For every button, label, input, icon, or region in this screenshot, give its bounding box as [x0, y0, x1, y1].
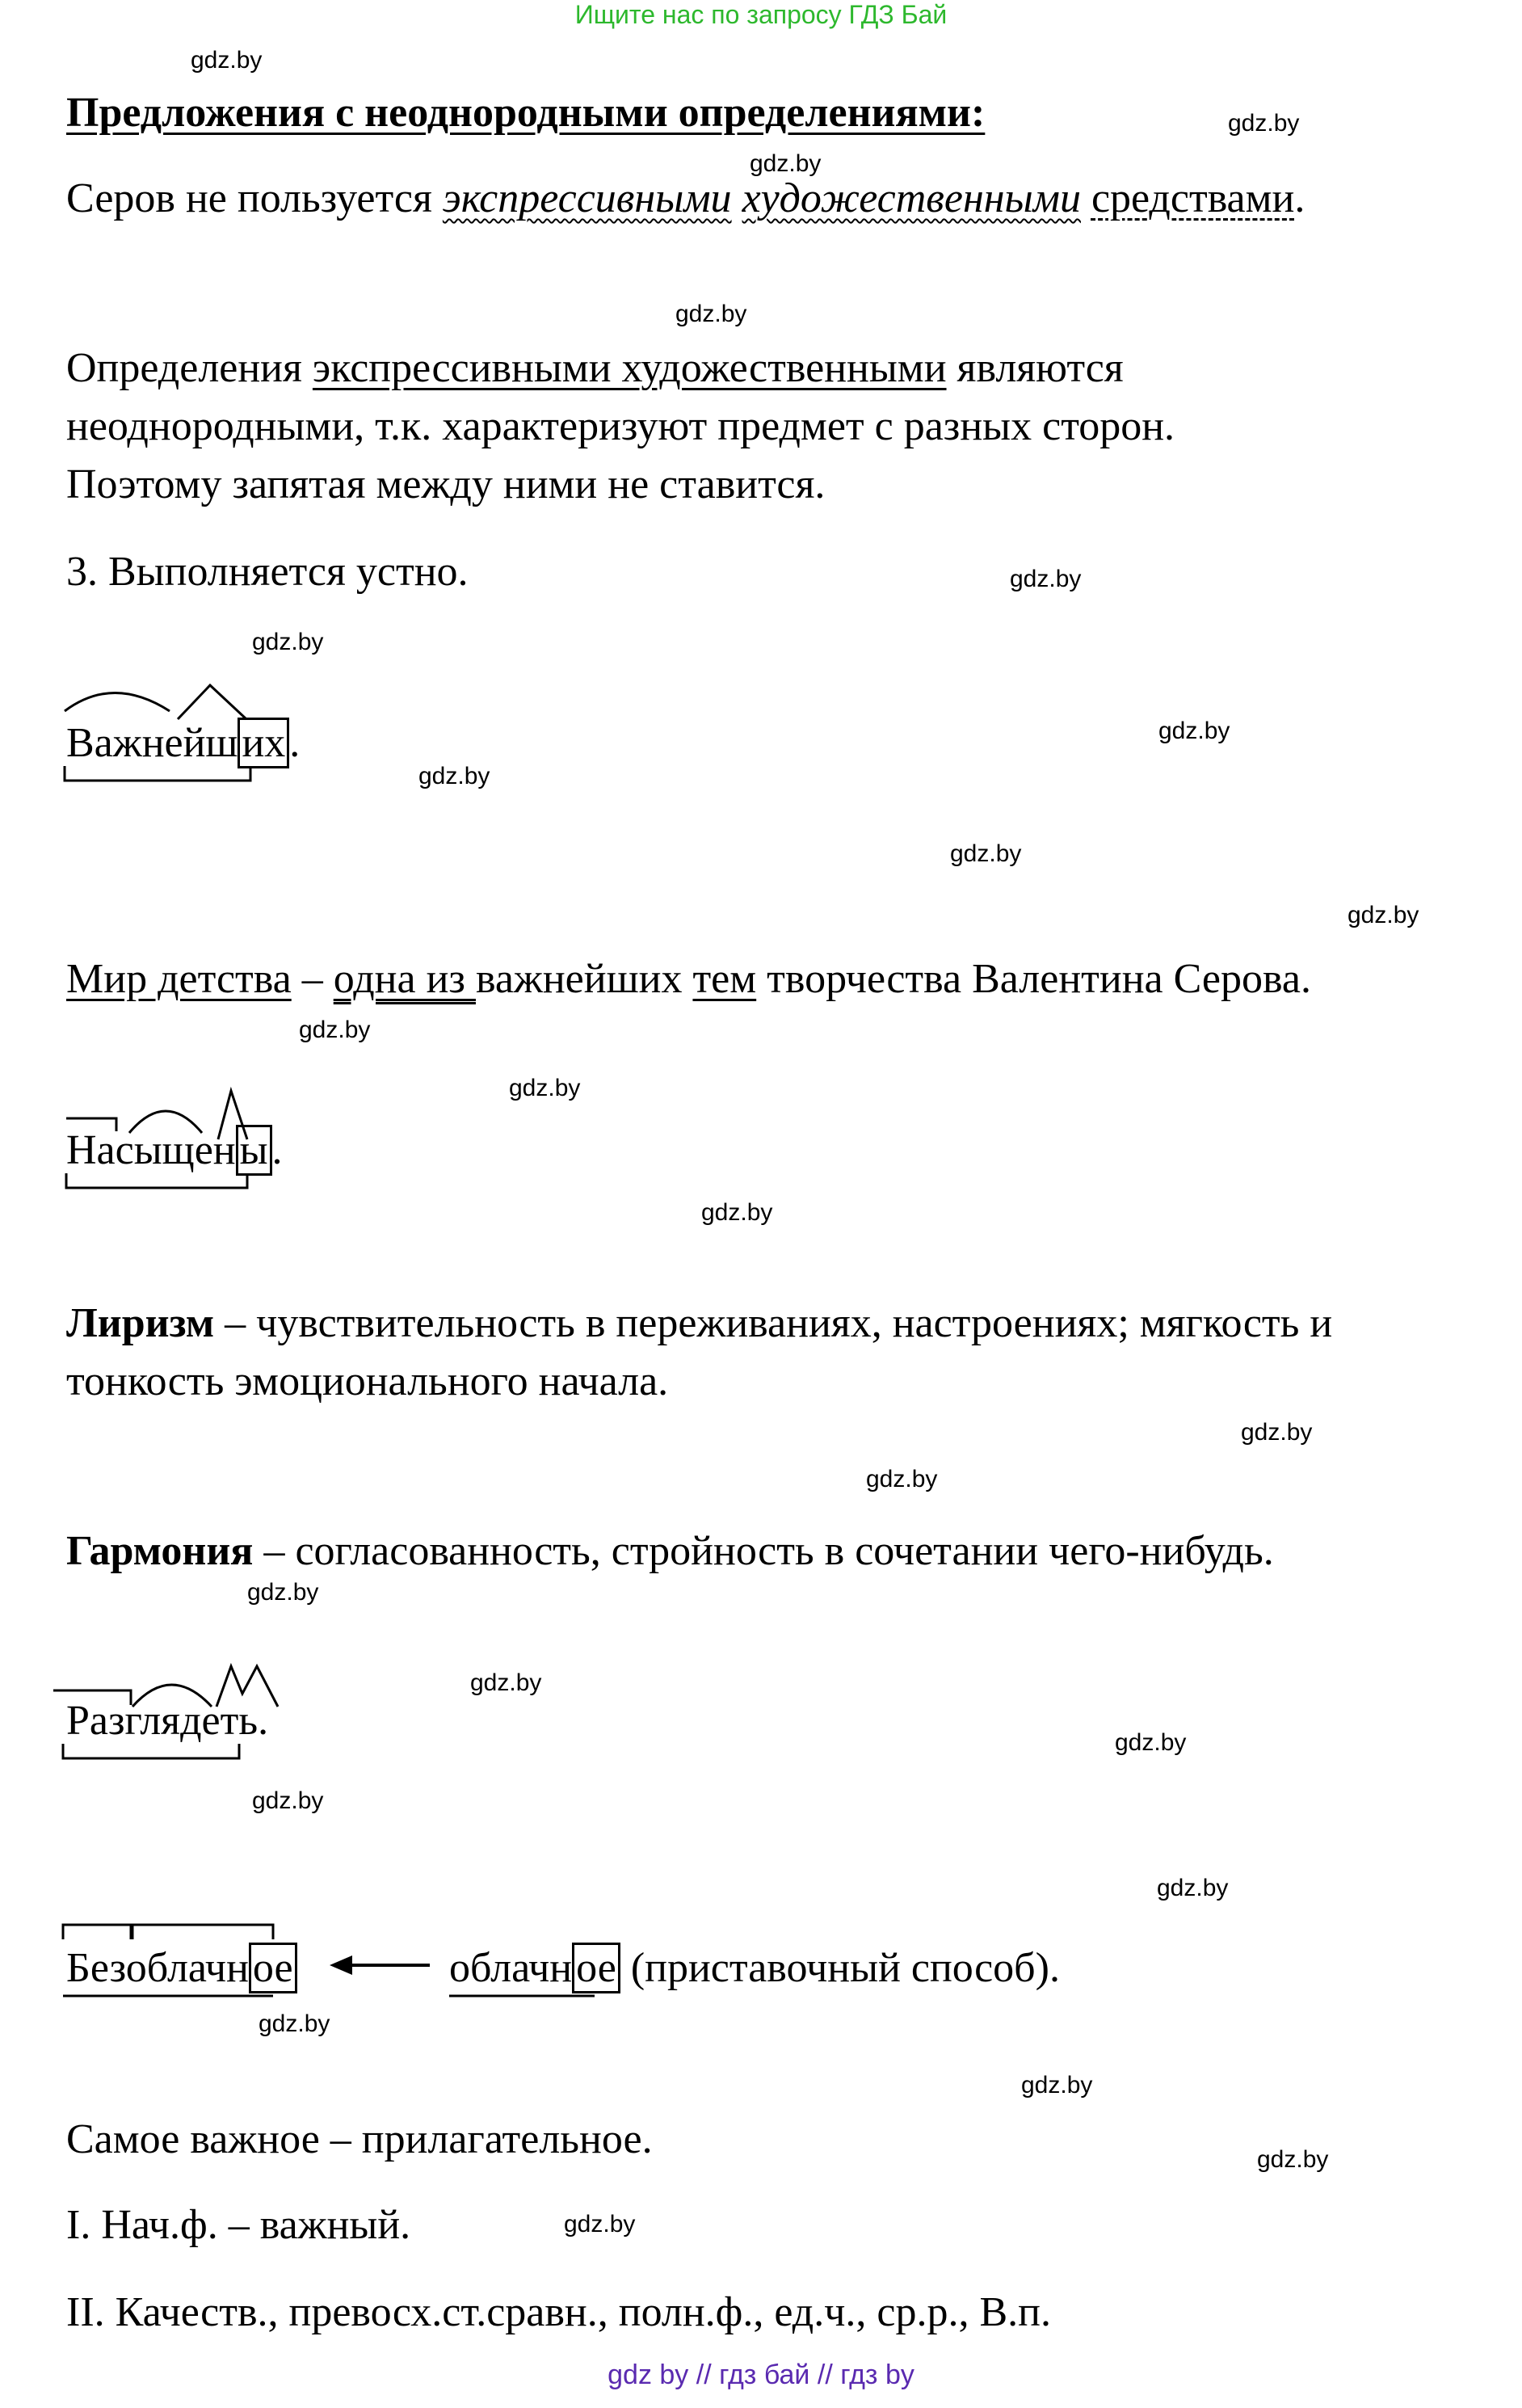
term: Гармония — [66, 1528, 254, 1574]
watermark: gdz.by — [299, 1017, 371, 1043]
watermark: gdz.by — [1257, 2146, 1329, 2173]
watermark: gdz.by — [750, 150, 822, 177]
definition-lirizm-line-2: тонкость эмоционального начала. — [66, 1358, 669, 1404]
word-stem: облачн — [449, 1945, 573, 1991]
attribute-word: экспрессивными — [442, 175, 732, 221]
underlined-attributes: экспрессивными художественными — [312, 345, 947, 391]
watermark: gdz.by — [470, 1669, 542, 1696]
explanation-line-3: Поэтому запятая между ними не ставится. — [66, 461, 826, 507]
watermark: gdz.by — [509, 1075, 581, 1101]
watermark: gdz.by — [1348, 902, 1419, 928]
attribute-word: художественными — [742, 175, 1081, 221]
sentence-text: Серов не пользуется — [66, 175, 443, 221]
subject: Мир детства — [66, 956, 292, 1002]
watermark: gdz.by — [1115, 1729, 1187, 1756]
watermark: gdz.by — [701, 1199, 773, 1226]
watermark: gdz.by — [1021, 2072, 1093, 2099]
watermark: gdz.by — [191, 47, 263, 74]
ending-box: их — [238, 718, 289, 768]
watermark: gdz.by — [675, 301, 747, 327]
watermark: gdz.by — [1158, 718, 1230, 744]
watermark: gdz.by — [950, 840, 1022, 867]
word-formation-bezoblachnoe — [66, 1943, 297, 1994]
definition-text: – чувствительность в переживаниях, настроениях; мягкость и — [214, 1300, 1333, 1346]
period: . — [289, 720, 301, 766]
watermark: gdz.by — [564, 2211, 636, 2238]
text: творчества Валентина Серова. — [756, 956, 1311, 1002]
ending-box: ое — [249, 1943, 297, 1993]
watermark: gdz.by — [1010, 566, 1082, 592]
footer-links[interactable]: gdz by // гдз бай // гдз by — [608, 2360, 914, 2390]
period: . — [271, 1127, 283, 1173]
site-banner[interactable]: Ищите нас по запросу ГДЗ Бай — [574, 0, 948, 29]
analysis-line-2: I. Нач.ф. – важный. — [66, 2202, 411, 2248]
word-stem: Важнейш — [66, 720, 238, 766]
watermark: gdz.by — [1228, 110, 1300, 137]
text: важнейших — [475, 956, 693, 1002]
term: Лиризм — [66, 1300, 215, 1346]
period: . — [1294, 175, 1305, 221]
watermark: gdz.by — [1157, 1875, 1229, 1901]
section-heading: Предложения с неоднородными определениями: — [66, 90, 986, 136]
watermark: gdz.by — [247, 1579, 319, 1606]
underlined-word: тем — [692, 956, 757, 1002]
watermark: gdz.by — [866, 1466, 938, 1492]
formation-method: (приставочный способ). — [620, 1945, 1060, 1991]
word-stem: Безоблачн — [66, 1945, 249, 1991]
word-stem: Насыщен — [66, 1127, 236, 1173]
definition-text: – согласованность, стройность в сочетании чего-нибудь. — [253, 1528, 1274, 1574]
watermark: gdz.by — [252, 1787, 324, 1814]
watermark: gdz.by — [1241, 1419, 1313, 1446]
analysis-line-1: Самое важное – прилагательное. — [66, 2116, 653, 2162]
analysis-line-3: II. Качеств., превосх.ст.сравн., полн.ф., ед.ч., ср.р., В.п. — [66, 2289, 1051, 2335]
item-3: 3. Выполняется устно. — [66, 549, 469, 595]
explanation-line-2: неоднородными, т.к. характеризуют предмет с разных сторон. — [66, 403, 1175, 449]
watermark: gdz.by — [252, 629, 324, 655]
word-analysis-razglyadet: Разглядеть. — [66, 1698, 269, 1744]
watermark: gdz.by — [259, 2010, 330, 2037]
ending-box: ое — [572, 1943, 620, 1993]
watermark: gdz.by — [418, 763, 490, 789]
object-word: средствами — [1091, 175, 1295, 221]
ending-box: ы — [236, 1125, 272, 1176]
predicate: одна из — [333, 956, 476, 1002]
word-formation-oblachnoe — [449, 1943, 1060, 1994]
text: Определения — [66, 345, 313, 391]
dash: – — [291, 956, 334, 1002]
text: являются — [946, 345, 1124, 391]
